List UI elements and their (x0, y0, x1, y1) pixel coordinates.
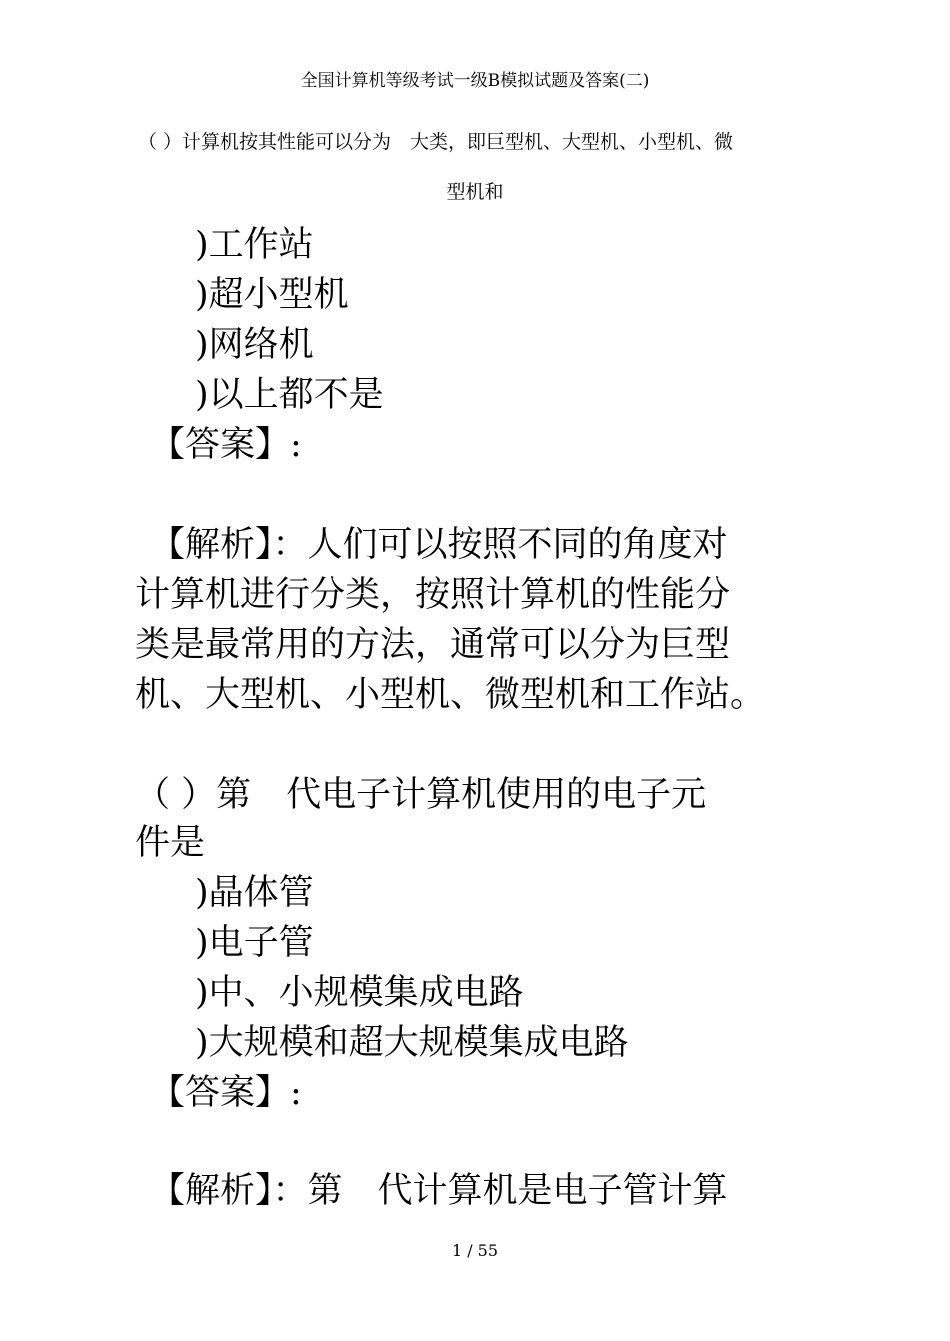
question-1-option-b: )超小型机 (195, 275, 349, 315)
question-2-answer-label: 【答案】: (150, 1073, 302, 1113)
question-2-stem-line-2: 件是 (135, 823, 206, 863)
question-1-stem-line-2: 型机和 (446, 181, 504, 203)
question-2-option-d: )大规模和超大规模集成电路 (195, 1023, 629, 1063)
question-1-analysis-line-2: 计算机进行分类，按照计算机的性能分 (135, 575, 731, 615)
question-2-option-a: )晶体管 (195, 873, 314, 913)
question-1-analysis-line-1: 【解析】：人们可以按照不同的角度对 (150, 525, 728, 565)
question-2-option-b: )电子管 (195, 923, 314, 963)
question-2-stem-line-1: （ ）第 代电子计算机使用的电子元 (135, 775, 707, 815)
question-1-answer-label: 【答案】: (150, 425, 302, 465)
document-title: 全国计算机等级考试一级B模拟试题及答案(二) (300, 71, 650, 91)
question-1-analysis-line-4: 机、大型机、小型机、微型机和工作站。 (135, 675, 766, 715)
question-1-analysis-line-3: 类是最常用的方法，通常可以分为巨型 (135, 625, 731, 665)
question-1-option-a: )工作站 (195, 225, 314, 265)
question-2-analysis-line-1: 【解析】：第 代计算机是电子管计算 (150, 1171, 728, 1211)
question-1-option-d: )以上都不是 (195, 375, 384, 415)
question-2-option-c: )中、小规模集成电路 (195, 973, 524, 1013)
page-number: 1 / 55 (451, 1241, 499, 1260)
question-1-option-c: )网络机 (195, 325, 314, 365)
question-1-stem-line-1: （ ）计算机按其性能可以分为 大类，即巨型机、大型机、小型机、微 (138, 131, 734, 153)
